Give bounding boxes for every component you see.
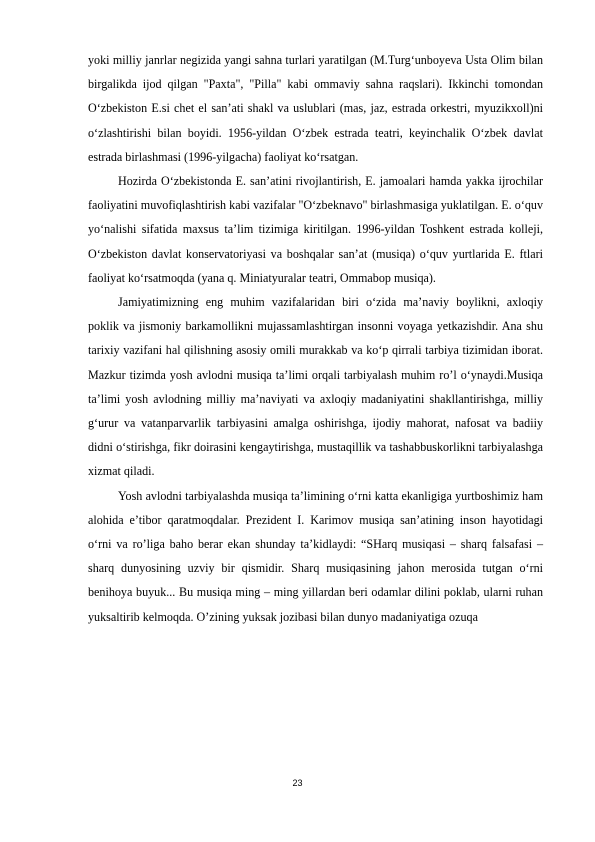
paragraph-4: Yosh avlodni tarbiyalashda musiqa ta’limining o‘rni katta ekanligiga yurtboshimiz ham alohida e’tibor qaratmoqdalar. Prezident I. Karimov musiqa san’atining inson hayotidagi o‘rni va ro’liga baho berar ekan shunday ta’kidlaydi: “SHarq musiqasi – sharq falsafasi – sharq dunyosining uzviy bir qismidir. Sharq musiqasining jahon merosida tutgan o‘rni benihoya buyuk... Bu musiqa ming – ming yillardan beri odamlar dilini poklab, ularni ruhan yuksaltirib kelmoqda. O’zining yuksak jozibasi bilan dunyo madaniyatiga ozuqa	[88, 488, 543, 624]
body-text	[88, 48, 543, 629]
paragraph-2: Hozirda Oʻzbekistonda E. sanʼatini rivojlantirish, E. jamoalari hamda yakka ijrochilar faoliyatini muvofiqlashtirish kabi vazifalar "Oʻzbeknavo" birlashmasiga yuklatilgan. E. oʻquv yoʻnalishi sifatida maxsus taʼlim tizimiga kiritilgan. 1996-yildan Toshkent estrada kolleji, Oʻzbekiston davlat konservatoriyasi va boshqalar sanʼat (musiqa) o‘quv yurtlarida E. ftlari faoliyat koʻrsatmoqda (yana q. Miniatyuralar teatri, Ommabop musiqa).	[88, 174, 543, 285]
paragraph-3: Jamiyatimizning eng muhim vazifalaridan biri o‘zida ma’naviy boylikni, axloqiy poklik va jismoniy barkamollikni mujassamlashtirgan insonni voyaga yetkazishdir. Ana shu tarixiy vazifani hal qilishning asosiy omili murakkab va ko‘p qirrali tarbiya tizimidan iborat. Mazkur tizimda yosh avlodni musiqa ta’limi orqali tarbiyalash muhim ro’l o‘ynaydi.Musiqa ta’limi yosh avlodning milliy ma’naviyati va axloqiy madaniyatini shakllantirishga, milliy g‘urur va vatanparvarlik tarbiyasini amalga oshirishga, ijodiy mahorat, nafosat va badiiy didni o‘stirishga, fikr doirasini kengaytirishga, mustaqillik va tashabbuskorlikni tarbiyalashga xizmat qiladi.	[88, 295, 543, 479]
paragraph-1: yoki milliy janrlar negizida yangi sahna turlari yaratilgan (M.Turgʻunboyeva Usta Olim bilan birgalikda ijod qilgan "Paxta", "Pilla" kabi ommaviy sahna raqslari). Ikkinchi tomondan Oʻzbekiston E.si chet el sanʼati shakl va uslublari (mas, jaz, estrada orkestri, myuzikxoll)ni oʻzlashtirishi bilan boyidi. 1956-yildan Oʻzbek estrada teatri, keyinchalik Oʻzbek davlat estrada birlashmasi (1996-yilgacha) faoliyat koʻrsatgan.	[88, 53, 543, 164]
page-number: 23	[292, 778, 303, 788]
